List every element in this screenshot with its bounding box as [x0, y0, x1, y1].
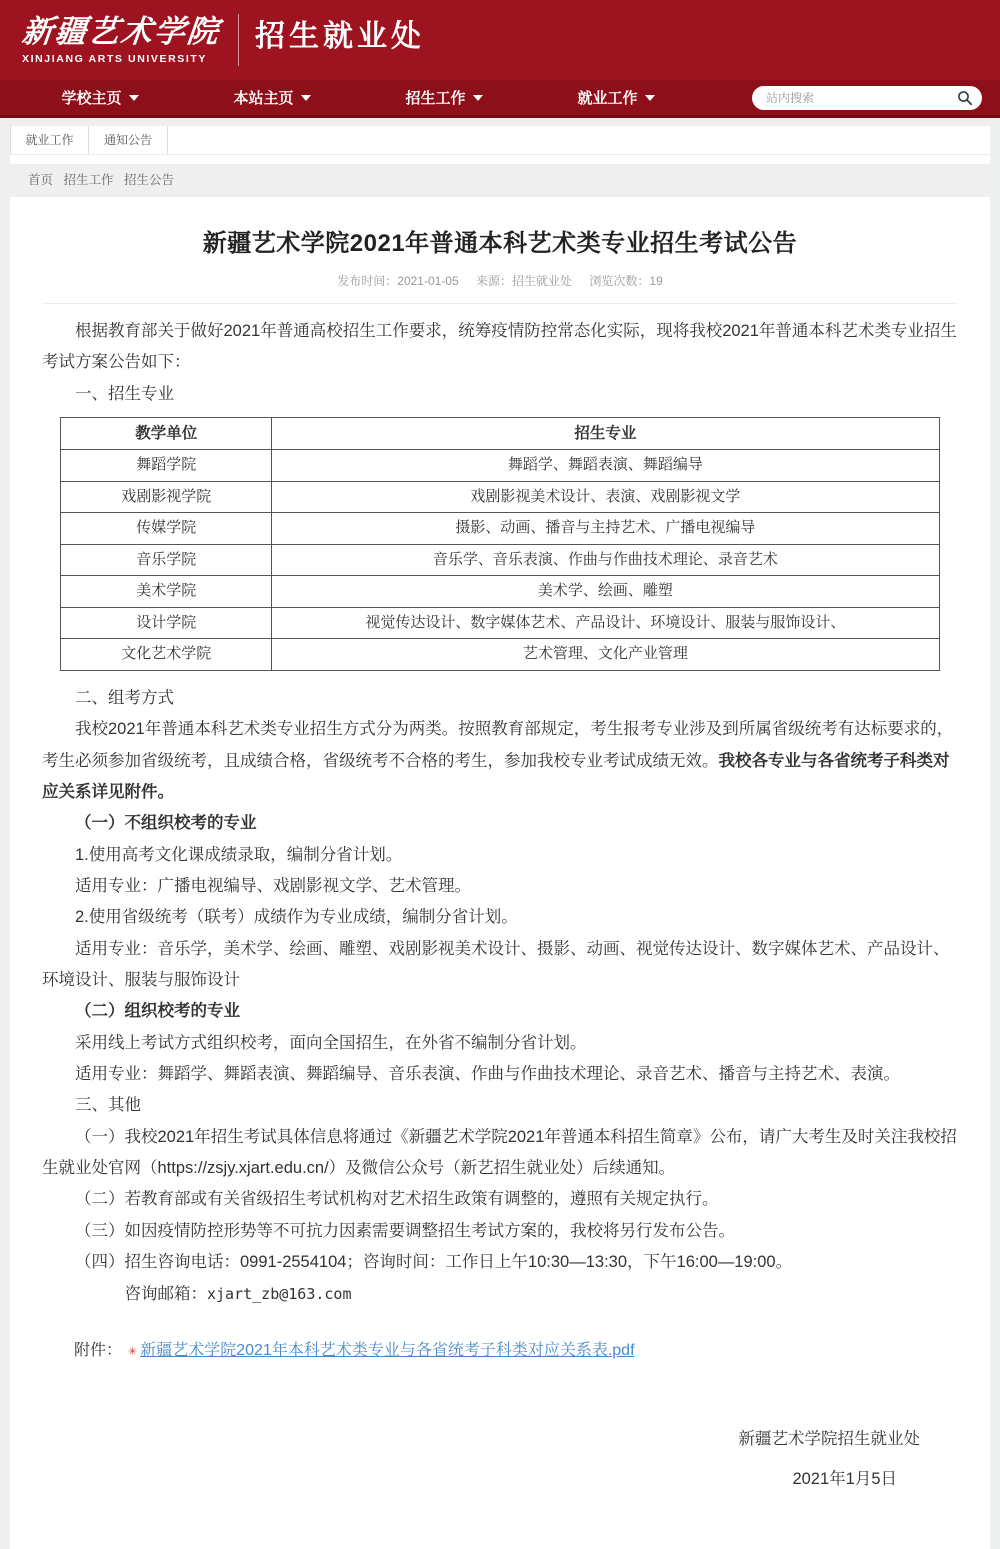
- majors-cell: 摄影、动画、播音与主持艺术、广播电视编导: [272, 513, 940, 545]
- majors-cell: 舞蹈学、舞蹈表演、舞蹈编导: [272, 450, 940, 482]
- unit-cell: 戏剧影视学院: [61, 481, 272, 513]
- content-panel: [10, 126, 990, 1549]
- subsection1-heading: （一）不组织校考的专业: [75, 814, 257, 833]
- breadcrumb-notices[interactable]: 招生公告: [124, 173, 175, 187]
- unit-cell: 传媒学院: [61, 513, 272, 545]
- search-icon[interactable]: [957, 90, 973, 106]
- publish-time-value: 2021-01-05: [397, 274, 459, 288]
- source: [476, 274, 572, 288]
- publish-time-label: 发布时间：: [337, 274, 398, 288]
- subsection1-applicable2: 适用专业：音乐学，美术学、绘画、雕塑、戏剧影视美术设计、摄影、动画、视觉传达设计、数字媒体艺术、产品设计、环境设计、服装与服饰设计: [42, 939, 950, 990]
- nav-item-label: 招生工作: [405, 90, 466, 107]
- chevron-down-icon: [473, 95, 483, 101]
- signature-org: 新疆艺术学院招生就业处: [738, 1430, 920, 1449]
- unit-cell: 舞蹈学院: [61, 450, 272, 482]
- section3-item4: （四）招生咨询电话：0991-2554104；咨询时间：工作日上午10:30—13:30，下午16:00—19:00。: [75, 1253, 793, 1272]
- table-row: [61, 576, 939, 608]
- source-value: 招生就业处: [512, 274, 573, 288]
- email-value: xjart_zb@163.com: [207, 1284, 352, 1303]
- majors-cell: 艺术管理、文化产业管理: [272, 639, 940, 671]
- header-divider: [238, 14, 239, 66]
- section3-item3: （三）如因疫情防控形势等不可抗力因素需要调整招生考试方案的，我校将另行发布公告。: [75, 1221, 735, 1240]
- chevron-down-icon: [645, 95, 655, 101]
- column-header-majors: 招生专业: [272, 418, 940, 450]
- subsection2-applicable: 适用专业：舞蹈学、舞蹈表演、舞蹈编导、音乐表演、作曲与作曲技术理论、录音艺术、播音与主持艺术、表演。: [75, 1065, 900, 1084]
- table-row: [61, 607, 939, 639]
- logo-chinese-name: 新疆艺术学院: [20, 14, 222, 51]
- article: [10, 223, 990, 1547]
- view-count: [589, 274, 662, 288]
- view-count-value: 19: [649, 274, 663, 288]
- tab-bar: [10, 126, 990, 155]
- article-meta: [42, 272, 958, 304]
- subsection1-item1: 1.使用高考文化课成绩录取，编制分省计划。: [75, 845, 403, 864]
- table-header-row: [61, 418, 939, 450]
- university-logo[interactable]: [22, 15, 220, 64]
- table-row: [61, 513, 939, 545]
- tab-employment[interactable]: 就业工作: [10, 126, 89, 154]
- section3-heading: 三、其他: [75, 1096, 141, 1115]
- unit-cell: 美术学院: [61, 576, 272, 608]
- subsection1-applicable1: 适用专业：广播电视编导、戏剧影视文学、艺术管理。: [75, 877, 471, 896]
- nav-item-label: 学校主页: [61, 90, 122, 107]
- tab-notices[interactable]: 通知公告: [89, 126, 168, 154]
- nav-item-admissions[interactable]: [358, 80, 530, 115]
- majors-cell: 音乐学、音乐表演、作曲与作曲技术理论、录音艺术: [272, 544, 940, 576]
- email-label: 咨询邮箱：: [124, 1284, 207, 1303]
- attachment-file-icon: ✳: [128, 1345, 138, 1358]
- section3-item2: （二）若教育部或有关省级招生考试机构对艺术招生政策有调整的，遵照有关规定执行。: [75, 1190, 719, 1209]
- site-search: [752, 86, 982, 110]
- majors-cell: 戏剧影视美术设计、表演、戏剧影视文学: [272, 481, 940, 513]
- signature-date: 2021年1月5日: [792, 1469, 897, 1488]
- chevron-down-icon: [129, 95, 139, 101]
- section3-item1: （一）我校2021年招生考试具体信息将通过《新疆艺术学院2021年普通本科招生简章》公布，请广大考生及时关注我校招生就业处官网（https://zsjy.xjart.edu.cn/）及微信公众号（新艺招生就业处）后续通知。: [42, 1127, 957, 1178]
- nav-item-label: 就业工作: [577, 90, 638, 107]
- section1-heading: 一、招生专业: [75, 384, 174, 403]
- majors-cell: 视觉传达设计、数字媒体艺术、产品设计、环境设计、服装与服饰设计、: [272, 607, 940, 639]
- nav-item-school-home[interactable]: [14, 80, 186, 115]
- breadcrumb: [10, 164, 990, 197]
- subsection1-item2: 2.使用省级统考（联考）成绩作为专业成绩，编制分省计划。: [75, 908, 518, 927]
- signature-block: [42, 1424, 958, 1547]
- logo-english-name: XINJIANG ARTS UNIVERSITY: [22, 52, 208, 65]
- view-count-label: 浏览次数：: [589, 274, 650, 288]
- unit-cell: 设计学院: [61, 607, 272, 639]
- subsection2-heading: （二）组织校考的专业: [75, 1002, 240, 1021]
- attachment-label: 附件：: [74, 1341, 123, 1359]
- majors-table: [60, 417, 939, 671]
- publish-time: [337, 274, 458, 288]
- column-header-unit: 教学单位: [61, 418, 272, 450]
- attachment-link[interactable]: 新疆艺术学院2021年本科艺术类专业与各省统考子科类对应关系表.pdf: [140, 1341, 635, 1359]
- main-navigation: [0, 80, 1000, 118]
- page-title: 新疆艺术学院2021年普通本科艺术类专业招生考试公告: [202, 230, 798, 257]
- unit-cell: 音乐学院: [61, 544, 272, 576]
- contact-email-line: [42, 1279, 958, 1310]
- nav-item-site-home[interactable]: [186, 80, 358, 115]
- search-input[interactable]: [752, 86, 982, 110]
- unit-cell: 文化艺术学院: [61, 639, 272, 671]
- attachment-row: [42, 1336, 958, 1366]
- nav-item-employment[interactable]: [530, 80, 702, 115]
- article-body: [42, 316, 958, 1547]
- table-row: [61, 481, 939, 513]
- breadcrumb-admissions[interactable]: 招生工作: [63, 173, 114, 187]
- source-label: 来源：: [476, 274, 513, 288]
- chevron-down-icon: [301, 95, 311, 101]
- section2-text: 我校2021年普通本科艺术类专业招生方式分为两类。按照教育部规定，考生报考专业涉及到所属省级统考有达标要求的，考生必须参加省级统考，且成绩合格，省级统考不合格的考生，参加我校专业考试成绩无效。: [42, 720, 954, 770]
- site-header: [0, 0, 1000, 80]
- majors-cell: 美术学、绘画、雕塑: [272, 576, 940, 608]
- subsection2-paragraph: 采用线上考试方式组织校考，面向全国招生，在外省不编制分省计划。: [75, 1033, 587, 1052]
- nav-item-label: 本站主页: [233, 90, 294, 107]
- section2-bold-note: 我校各专业与各省统考子科类对应关系详见附件。: [42, 751, 950, 801]
- table-row: [61, 639, 939, 671]
- site-section-title: 招生就业处: [255, 20, 425, 53]
- table-row: [61, 544, 939, 576]
- section2-paragraph: [42, 714, 958, 808]
- table-row: [61, 450, 939, 482]
- breadcrumb-home[interactable]: 首页: [28, 173, 54, 187]
- section2-heading: 二、组考方式: [75, 688, 174, 707]
- intro-paragraph: 根据教育部关于做好2021年普通高校招生工作要求，统筹疫情防控常态化实际，现将我校2021年普通本科艺术类专业招生考试方案公告如下：: [42, 322, 957, 372]
